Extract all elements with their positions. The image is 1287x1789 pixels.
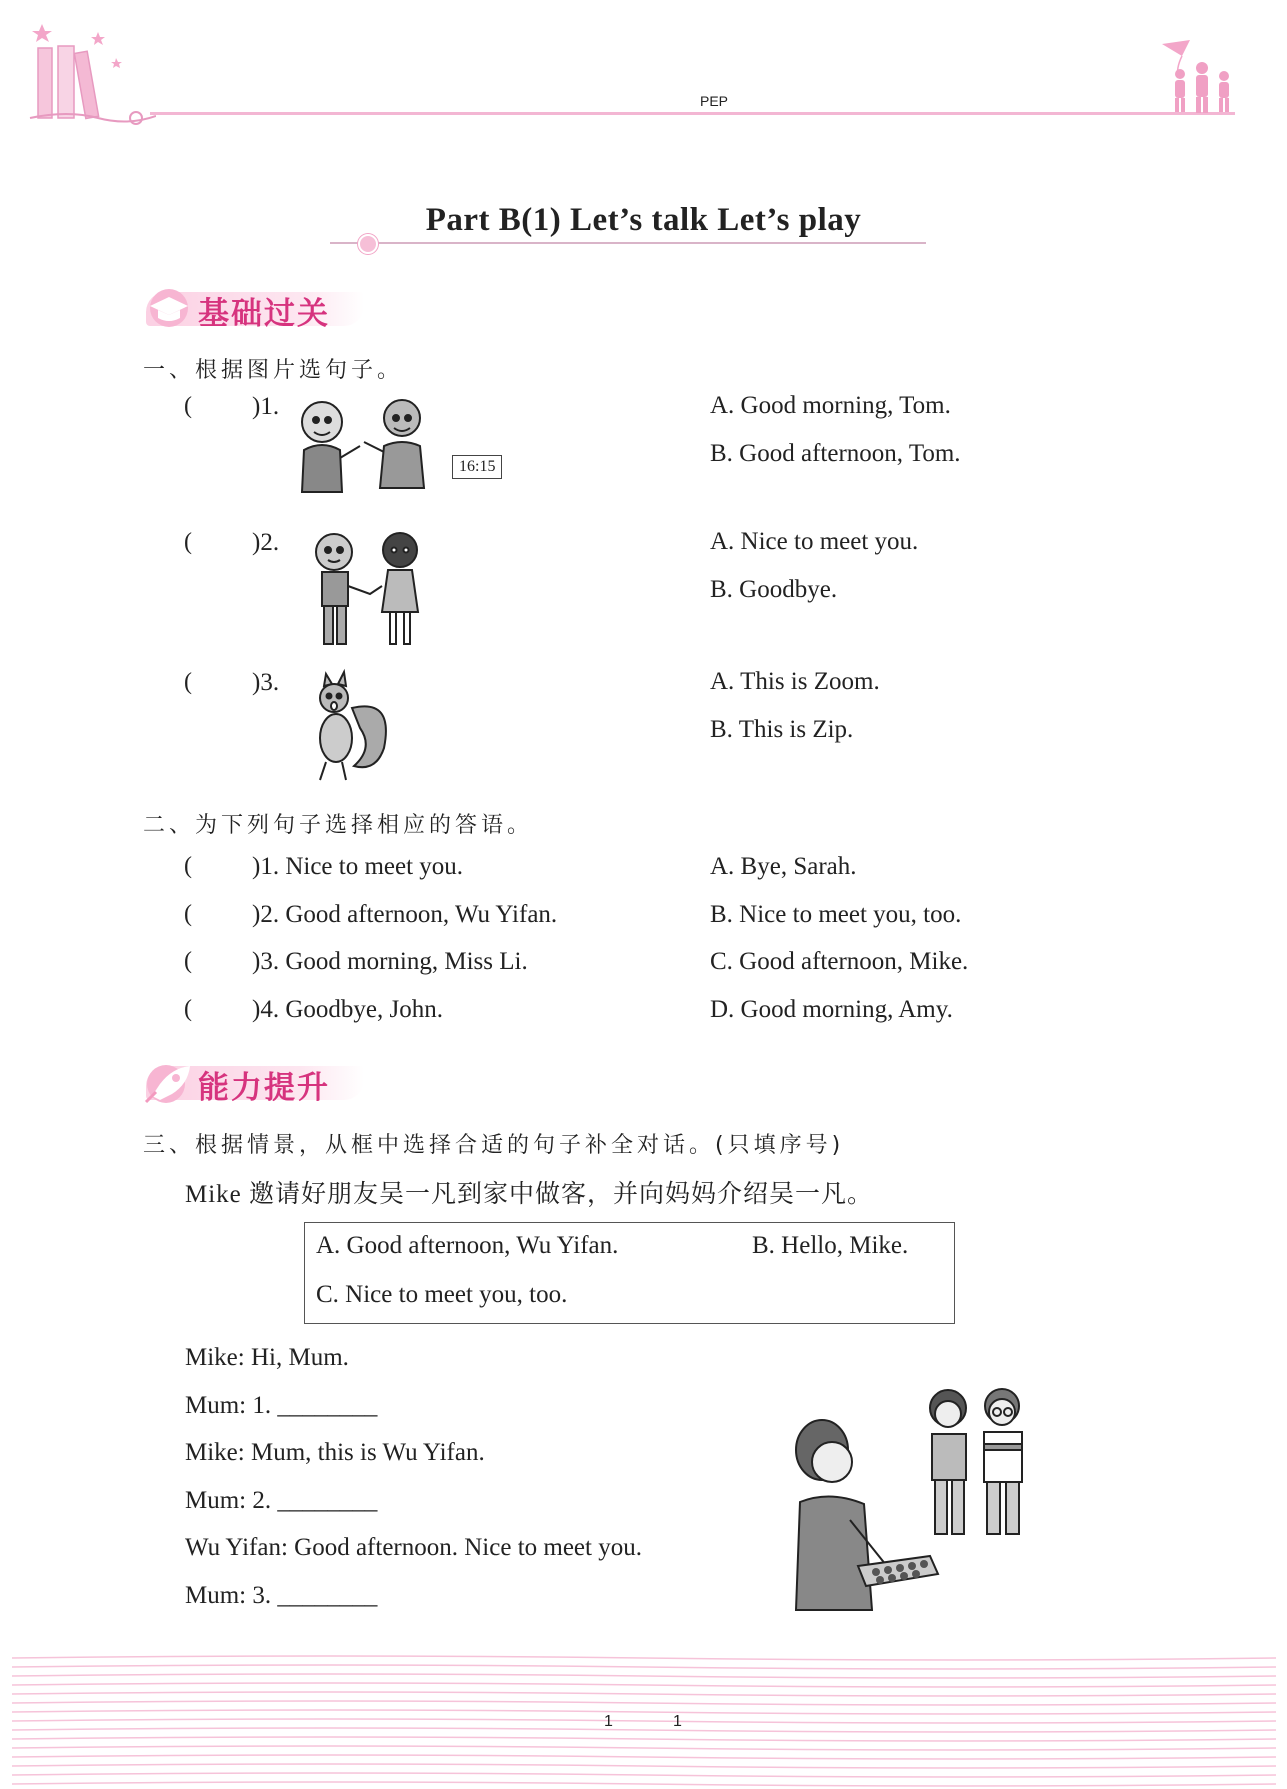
q1-option-b: B. Good afternoon, Tom. xyxy=(710,440,961,467)
part1-heading: 一、根据图片选句子。 xyxy=(143,358,404,383)
header-rule xyxy=(150,112,1235,115)
part2-heading: 二、为下列句子选择相应的答语。 xyxy=(143,813,534,838)
answer-paren-open: ( xyxy=(184,393,192,419)
footer-page-number-right: 1 xyxy=(673,1713,682,1730)
part2-option-d: D. Good morning, Amy. xyxy=(710,996,953,1023)
box-option-a: A. Good afternoon, Wu Yifan. xyxy=(316,1232,619,1259)
part2-question-3: )3. Good morning, Miss Li. xyxy=(252,948,528,975)
box-option-b: B. Hello, Mike. xyxy=(752,1232,909,1259)
footer-stripes xyxy=(12,1654,1276,1789)
answer-paren-open: ( xyxy=(184,529,192,555)
answer-paren-open: ( xyxy=(184,996,192,1022)
squirrel-picture xyxy=(304,668,394,784)
q3-option-b: B. This is Zip. xyxy=(710,716,854,743)
part2-question-1: )1. Nice to meet you. xyxy=(252,853,464,880)
options-box xyxy=(304,1222,955,1324)
dialog-line-5: Wu Yifan: Good afternoon. Nice to meet you. xyxy=(185,1534,642,1561)
part2-option-c: C. Good afternoon, Mike. xyxy=(710,948,969,975)
answer-paren-open: ( xyxy=(184,853,192,879)
page-title: Part B(1) Let’s talk Let’s play xyxy=(425,202,862,238)
section-title-basic: 基础过关 xyxy=(198,296,330,332)
answer-paren-open: ( xyxy=(184,901,192,927)
header-books-ornament xyxy=(28,18,156,130)
q3-number: )3. xyxy=(252,669,280,696)
q1-option-a: A. Good morning, Tom. xyxy=(710,392,951,419)
kids-kite-silhouette xyxy=(1160,38,1240,116)
clock-time-label: 16:15 xyxy=(452,455,502,479)
q2-number: )2. xyxy=(252,529,280,556)
box-option-c: C. Nice to meet you, too. xyxy=(316,1281,568,1308)
part2-question-4: )4. Goodbye, John. xyxy=(252,996,443,1023)
rocket-icon xyxy=(142,1062,196,1104)
q1-number: )1. xyxy=(252,393,280,420)
mum-and-boys-picture xyxy=(780,1380,1050,1620)
answer-paren-open: ( xyxy=(184,948,192,974)
q2-option-b: B. Goodbye. xyxy=(710,576,838,603)
section-badge-advance xyxy=(138,1060,378,1104)
part2-option-a: A. Bye, Sarah. xyxy=(710,853,857,880)
q3-option-a: A. This is Zoom. xyxy=(710,668,880,695)
section-badge-basic xyxy=(138,286,378,330)
header-series-label: PEP xyxy=(700,93,729,109)
title-underline-dot xyxy=(358,234,378,254)
dialog-line-2: Mum: 1. ________ xyxy=(185,1392,378,1419)
title-underline xyxy=(330,242,926,244)
q2-option-a: A. Nice to meet you. xyxy=(710,528,919,555)
section-title-advance: 能力提升 xyxy=(198,1070,330,1106)
dialog-line-6: Mum: 3. ________ xyxy=(185,1582,378,1609)
footer-page-number-left: 1 xyxy=(604,1713,613,1730)
dialog-line-4: Mum: 2. ________ xyxy=(185,1487,378,1514)
graduation-cap-icon xyxy=(142,288,196,328)
part3-heading: 三、根据情景，从框中选择合适的句子补全对话。(只填序号) xyxy=(143,1133,845,1158)
answer-paren-open: ( xyxy=(184,669,192,695)
part3-context: Mike 邀请好朋友吴一凡到家中做客，并向妈妈介绍吴一凡。 xyxy=(185,1181,874,1208)
part2-question-2: )2. Good afternoon, Wu Yifan. xyxy=(252,901,558,928)
handshake-kids-picture xyxy=(300,528,440,650)
dialog-line-3: Mike: Mum, this is Wu Yifan. xyxy=(185,1439,485,1466)
greeting-kids-picture xyxy=(290,392,450,496)
part2-option-b: B. Nice to meet you, too. xyxy=(710,901,962,928)
dialog-line-1: Mike: Hi, Mum. xyxy=(185,1344,349,1371)
